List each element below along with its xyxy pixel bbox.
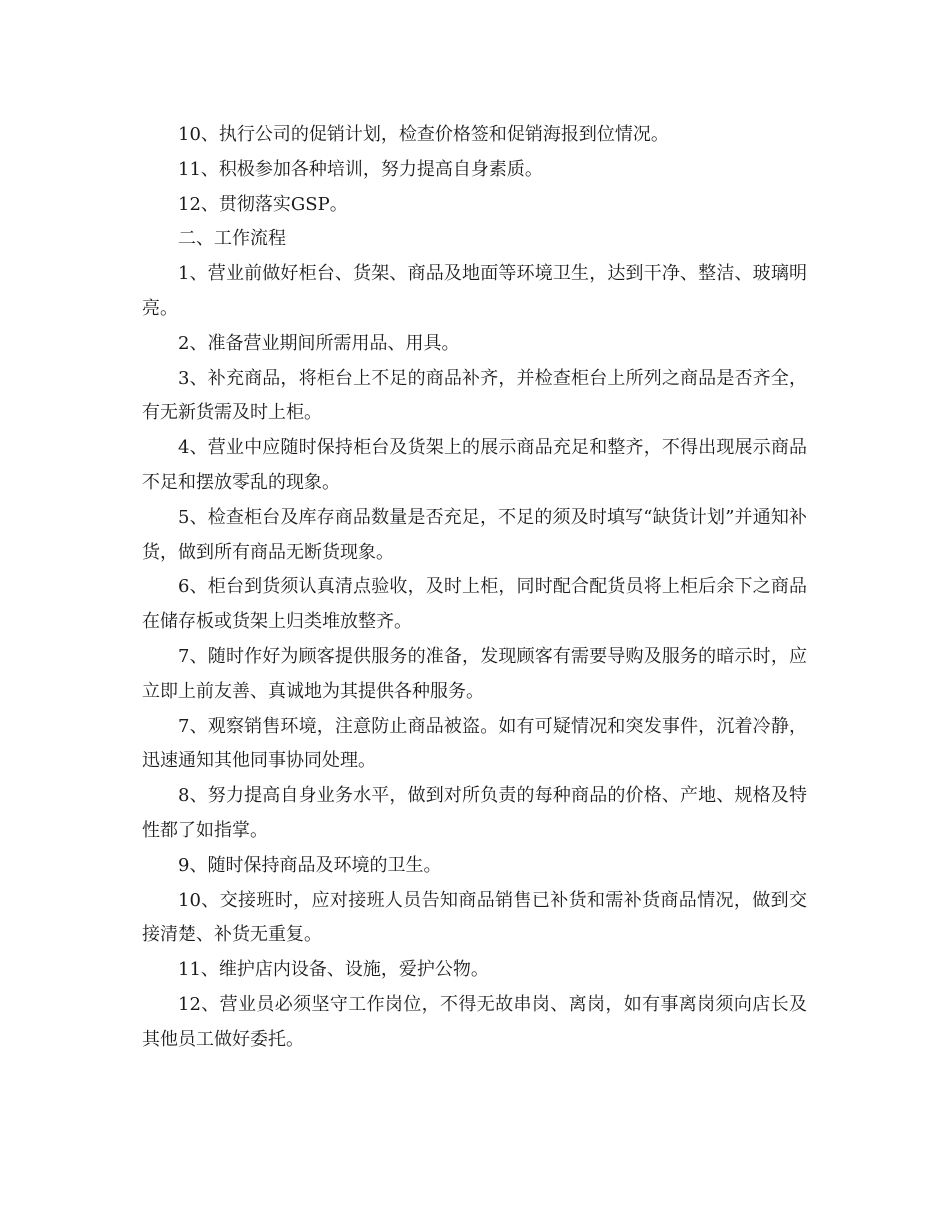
- section-heading-workflow: 二、工作流程: [178, 228, 286, 250]
- paragraph-step-2: 2、准备营业期间所需用品、用具。: [178, 332, 460, 354]
- paragraph-step-11: 11、维护店内设备、设施，爱护公物。: [178, 959, 489, 981]
- paragraph-item-10-promotion: 10、执行公司的促销计划，检查价格签和促销海报到位情况。: [178, 124, 669, 145]
- paragraph-step-12: 12、营业员必须坚守工作岗位，不得无故串岗、离岗，如有事离岗须向店长及其他员工做好委托。: [142, 993, 807, 1050]
- paragraph-step-9: 9、随时保持商品及环境的卫生。: [178, 854, 442, 876]
- paragraph-item-11-training: 11、积极参加各种培训，努力提高自身素质。: [178, 158, 543, 180]
- paragraph-step-7a: 7、随时作好为顾客提供服务的准备，发现顾客有需要导购及服务的暗示时，应立即上前友善、真诚地为其提供各种服务。: [142, 645, 807, 702]
- paragraph-item-12-gsp: 12、贯彻落实GSP。: [178, 193, 348, 215]
- paragraph-step-1: 1、营业前做好柜台、货架、商品及地面等环境卫生，达到干净、整洁、玻璃明亮。: [142, 263, 807, 319]
- paragraph-step-4: 4、营业中应随时保持柜台及货架上的展示商品充足和整齐，不得出现展示商品不足和摆放零乱的现象。: [142, 437, 807, 493]
- paragraph-step-8: 8、努力提高自身业务水平，做到对所负责的每种商品的价格、产地、规格及特性都了如指掌。: [142, 785, 807, 841]
- paragraph-step-6: 6、柜台到货须认真清点验收，及时上柜，同时配合配货员将上柜后余下之商品在储存板或货架上归类堆放整齐。: [142, 576, 807, 633]
- paragraph-step-5: 5、检查柜台及库存商品数量是否充足，不足的须及时填写“缺货计划”并通知补货，做到所有商品无断货现象。: [142, 506, 807, 563]
- paragraph-step-10: 10、交接班时，应对接班人员告知商品销售已补货和需补货商品情况，做到交接清楚、补货无重复。: [142, 889, 807, 946]
- document-body: [142, 118, 807, 1058]
- paragraph-step-3: 3、补充商品，将柜台上不足的商品补齐，并检查柜台上所列之商品是否齐全，有无新货需及时上柜。: [142, 367, 807, 424]
- paragraph-step-7b: 7、观察销售环境，注意防止商品被盗。如有可疑情况和突发事件，沉着冷静，迅速通知其他同事协同处理。: [142, 715, 807, 772]
